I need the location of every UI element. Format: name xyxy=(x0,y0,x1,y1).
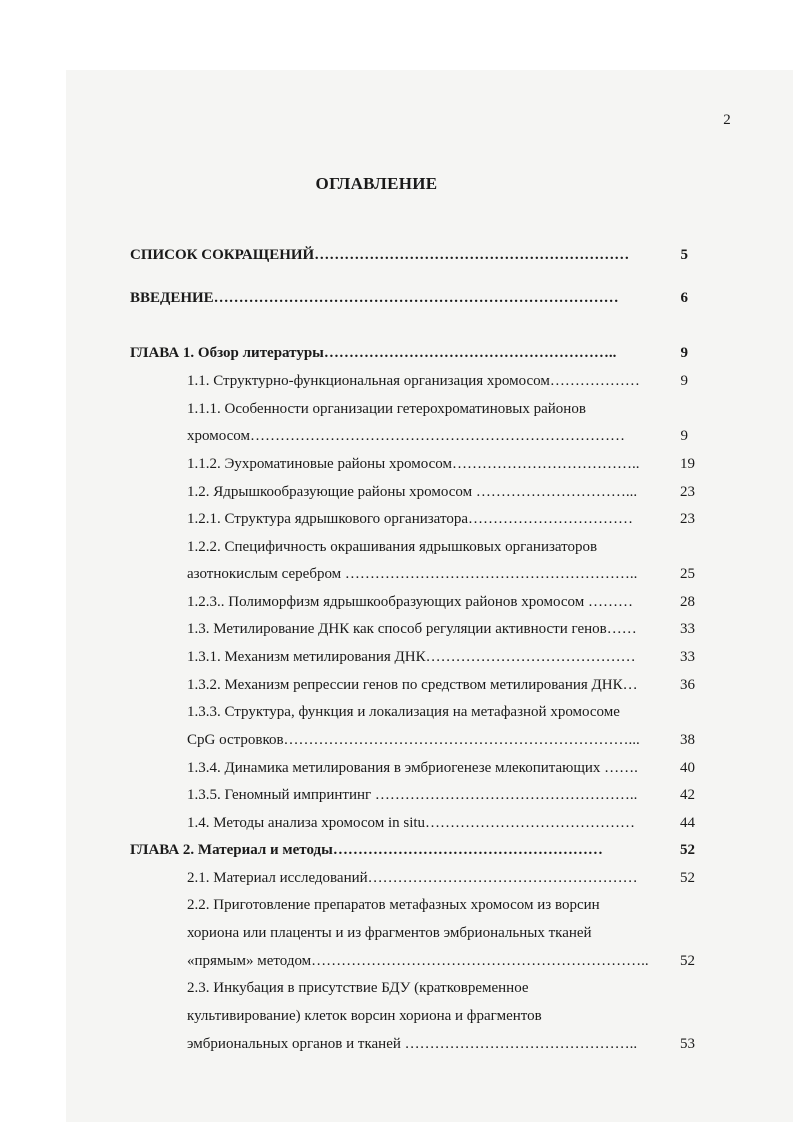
toc-entry-text: культивирование) клеток ворсин хориона и фрагментов xyxy=(187,1008,542,1024)
toc-entry-text: 2.2. Приготовление препаратов метафазных хромосом из ворсин xyxy=(187,897,600,913)
toc-entry-page: 28 xyxy=(680,594,695,610)
toc-entry-page: 52 xyxy=(680,870,695,886)
toc-entry-page: 25 xyxy=(680,566,695,582)
toc-entry-page xyxy=(655,922,695,944)
toc-entry-page xyxy=(655,894,695,916)
toc-entry-page xyxy=(655,701,695,723)
toc-entry-text: СПИСОК СОКРАЩЕНИЙ……………………………………………………… xyxy=(130,247,630,263)
toc-entry-text: «прямым» методом………………………………………………………….. xyxy=(187,953,649,969)
page-title: ОГЛАВЛЕНИЕ xyxy=(315,174,438,193)
toc-entry-text: 1.2.3.. Полиморфизм ядрышкообразующих районов хромосом ……… xyxy=(187,594,633,610)
toc-entry-text: 1.3.1. Механизм метилирования ДНК…………………………………… xyxy=(187,649,636,665)
toc-entry-page: 19 xyxy=(680,456,695,472)
toc-entry-page xyxy=(655,977,695,999)
toc-entry-page: 9 xyxy=(680,345,688,361)
toc-entry-page: 36 xyxy=(680,677,695,693)
toc-entry-text: хромосом………………………………………………………………… xyxy=(187,428,625,444)
toc-entry-text: 1.2.2. Специфичность окрашивания ядрышковых организаторов xyxy=(187,539,598,555)
toc-entry-page: 6 xyxy=(680,290,688,306)
toc-entry-text: 1.1.1. Особенности организации гетерохроматиновых районов xyxy=(187,401,586,417)
toc-entry-text: ГЛАВА 2. Материал и методы……………………………………………… xyxy=(130,842,603,858)
toc-entry-text: 1.3.5. Геномный импринтинг …………………………………………….. xyxy=(187,787,638,803)
toc-entry-text: 1.1. Структурно-функциональная организация хромосом……………… xyxy=(187,373,640,389)
toc-entry-page: 23 xyxy=(680,511,695,527)
toc-entry-page: 23 xyxy=(680,484,695,500)
toc-entry-text: азотнокислым серебром ………………………………………………….. xyxy=(187,566,638,582)
toc-entry-page: 42 xyxy=(680,787,695,803)
toc-entry-text: 2.3. Инкубация в присутствие БДУ (кратковременное xyxy=(187,980,529,996)
toc-entry-page xyxy=(655,1005,695,1027)
toc-entry-page: 33 xyxy=(680,649,695,665)
toc-entry-page: 40 xyxy=(680,760,695,776)
toc-entry-text: 1.3. Метилирование ДНК как способ регуляции активности генов…… xyxy=(187,621,637,637)
toc-entry-text: 1.3.2. Механизм репрессии генов по средством метилирования ДНК… xyxy=(187,677,638,693)
toc-entry-page: 38 xyxy=(680,732,695,748)
toc-entry-page: 44 xyxy=(680,815,695,831)
page-number: 2 xyxy=(723,112,731,128)
toc-entry-page: 9 xyxy=(680,428,688,444)
toc-entry-text: 1.3.4. Динамика метилирования в эмбриогенезе млекопитающих ……. xyxy=(187,760,638,776)
toc-entry-text: CpG островков……………………………………………………………... xyxy=(187,732,640,748)
toc-entry-text: хориона или плаценты и из фрагментов эмбриональных тканей xyxy=(187,925,592,941)
toc-entry-text: ВВЕДЕНИЕ……………………………………………………………………… xyxy=(130,290,619,306)
toc-entry-text: 2.1. Материал исследований……………………………………………… xyxy=(187,870,638,886)
toc-entry-text: эмбриональных органов и тканей ……………………………………….. xyxy=(187,1036,638,1052)
toc-entry-text: 1.1.2. Эухроматиновые районы хромосом……………………………….. xyxy=(187,456,640,472)
toc-entry-page: 53 xyxy=(680,1036,695,1052)
toc-entry-page xyxy=(648,398,688,420)
toc-entry-page: 52 xyxy=(680,953,695,969)
toc-entry-text: 1.4. Методы анализа хромосом in situ…………………………………… xyxy=(187,815,636,831)
toc-entry-page xyxy=(655,536,695,558)
toc-entry-text: 1.2. Ядрышкообразующие районы хромосом …………………………... xyxy=(187,484,638,500)
toc-entry-page: 33 xyxy=(680,621,695,637)
toc-entry-page: 52 xyxy=(680,842,695,858)
toc-entry-text: 1.2.1. Структура ядрышкового организатора…………………………… xyxy=(187,511,633,527)
toc-entry-page: 9 xyxy=(680,373,688,389)
toc-entry-text: ГЛАВА 1. Обзор литературы………………………………………………….. xyxy=(130,345,617,361)
toc-entry-text: 1.3.3. Структура, функция и локализация на метафазной хромосоме xyxy=(187,704,620,720)
toc-entry-page: 5 xyxy=(680,247,688,263)
